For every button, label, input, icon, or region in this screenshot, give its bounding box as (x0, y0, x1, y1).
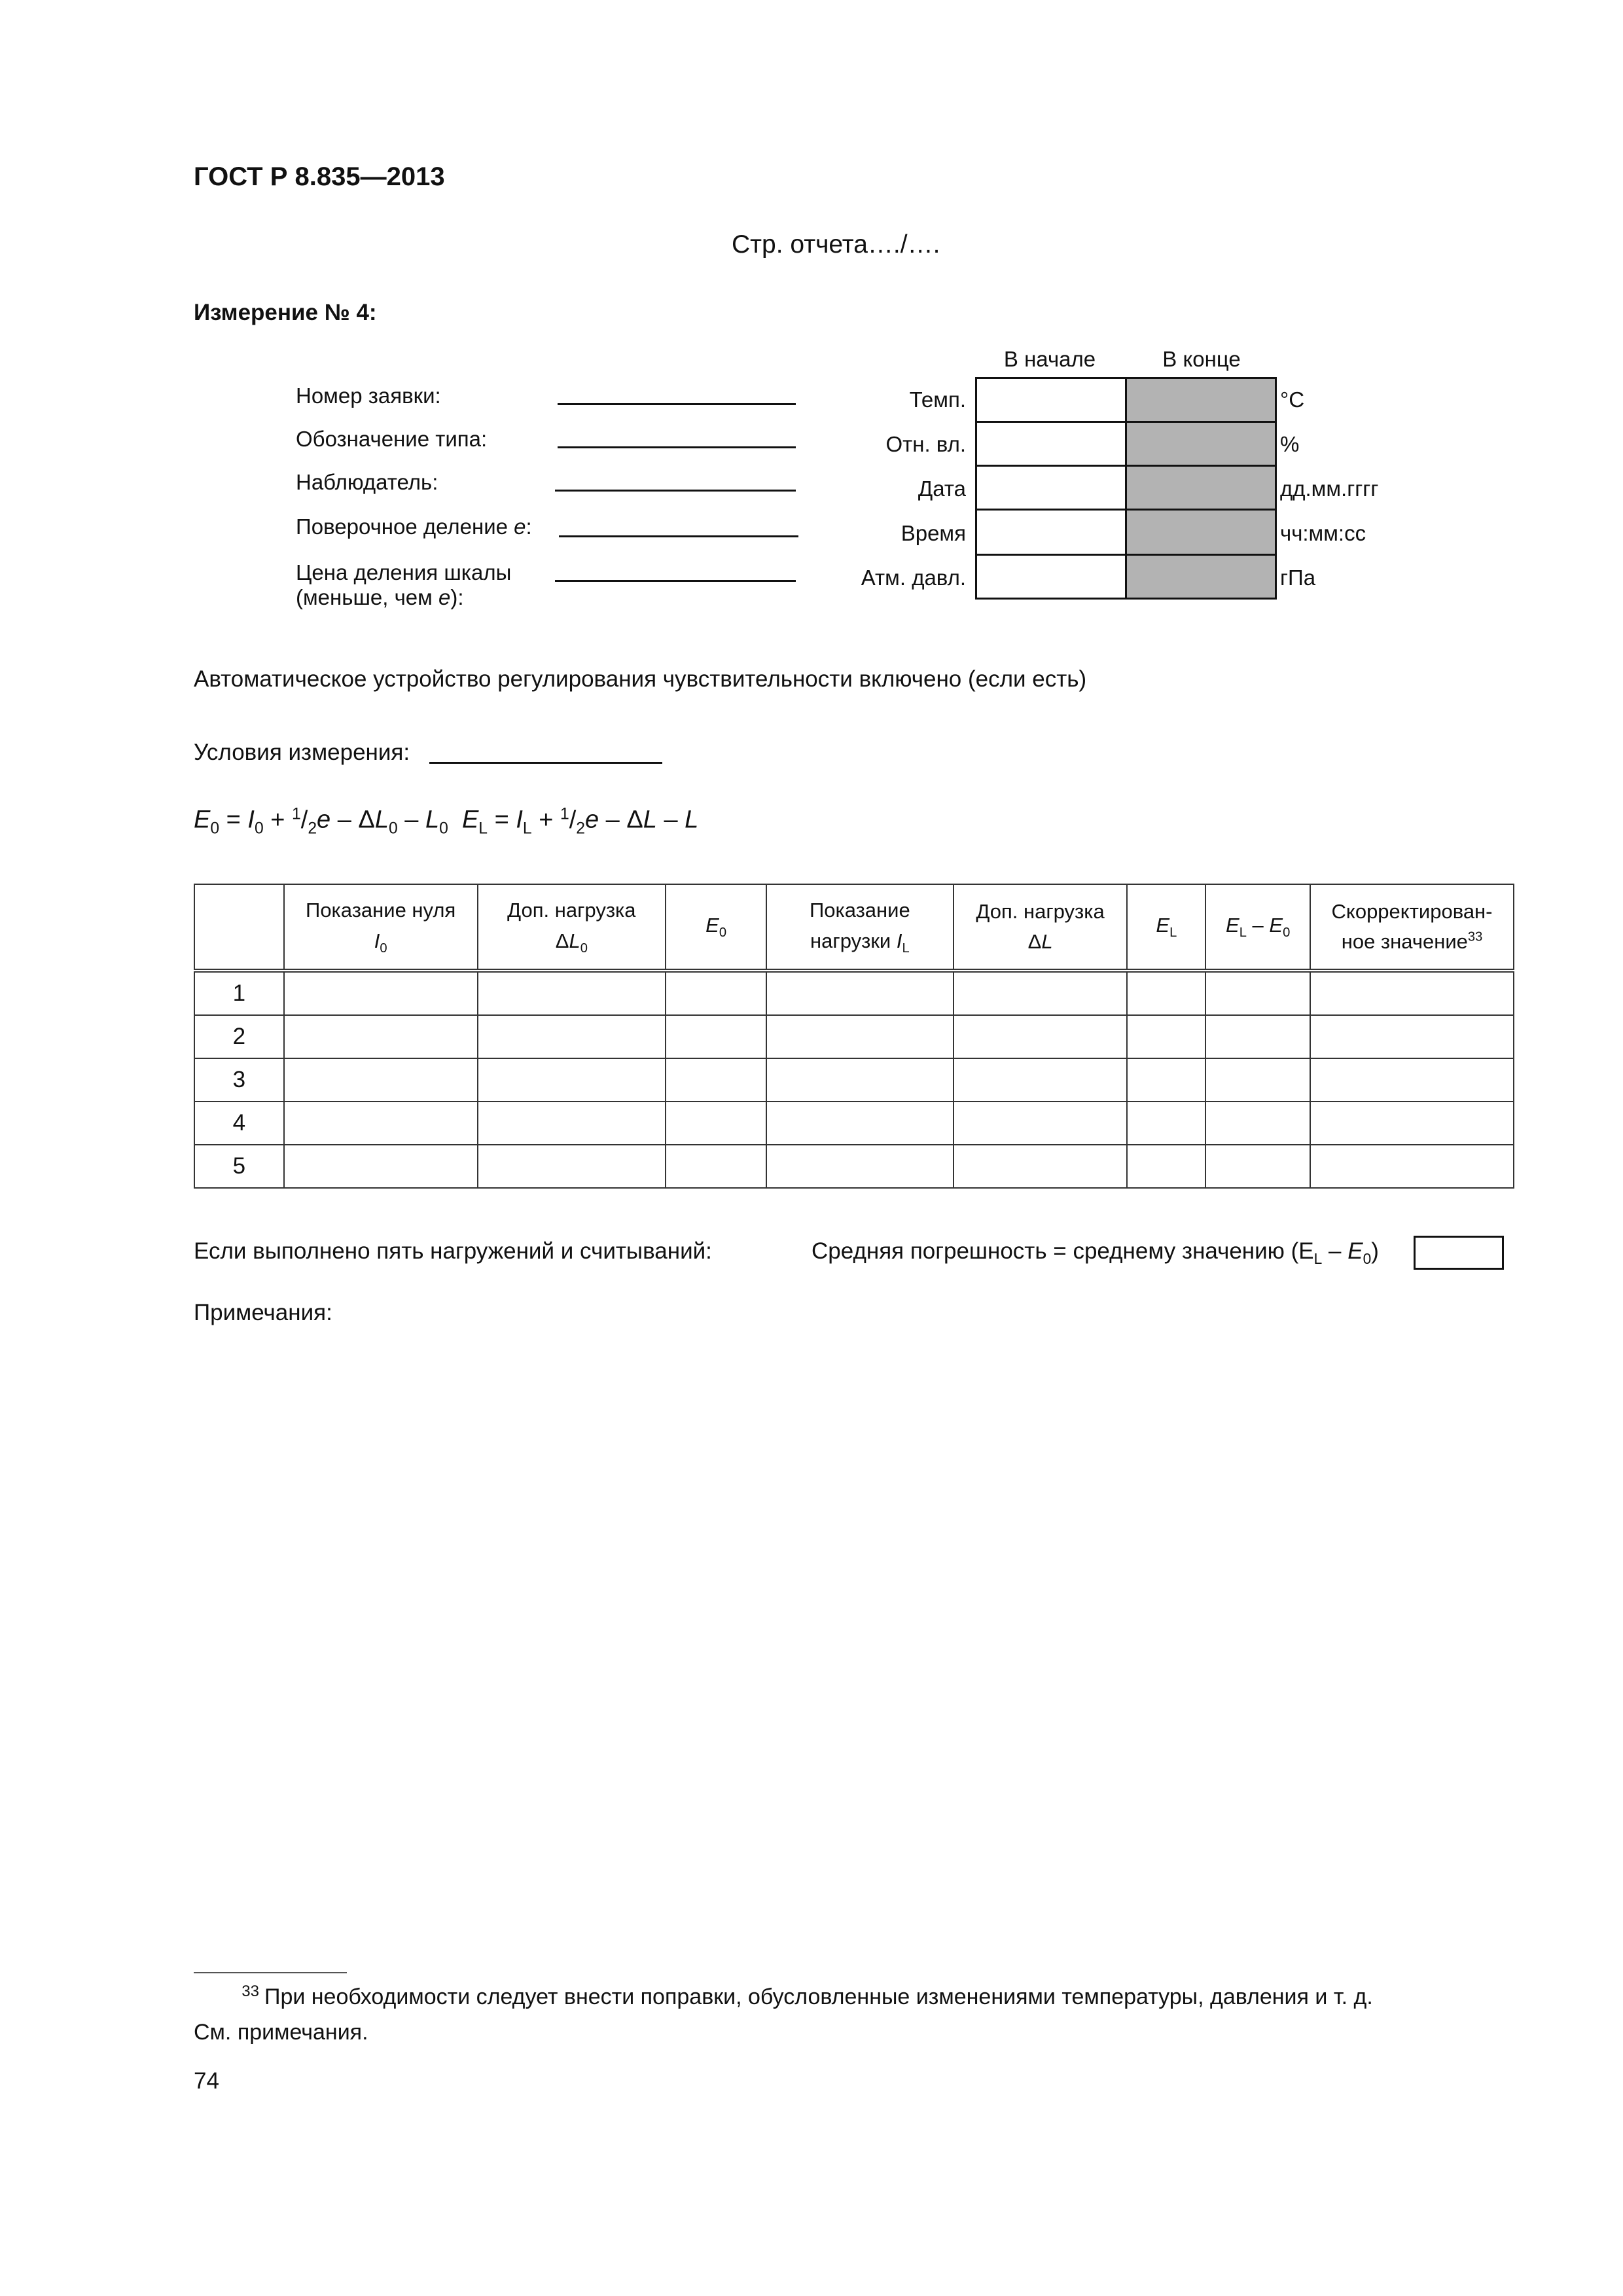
th-zero-reading: Показание нуля $I_0$ (284, 884, 478, 971)
cond-unit-date: дд.мм.гггг (1280, 476, 1379, 501)
table-cell[interactable] (766, 1058, 954, 1102)
cond-temp-end-box[interactable] (1125, 377, 1277, 423)
five-loadings-text: Если выполнено пять нагружений и считываний: (194, 1238, 712, 1264)
cond-date-start-box[interactable] (975, 465, 1127, 511)
table-cell[interactable] (478, 1145, 666, 1188)
table-cell[interactable] (954, 1145, 1128, 1188)
table-cell[interactable] (1205, 971, 1310, 1015)
table-cell[interactable] (284, 1102, 478, 1145)
measurement-table (194, 884, 1514, 1189)
page-number: 74 (194, 2068, 219, 2094)
cond-unit-humidity: % (1280, 432, 1300, 456)
table-cell[interactable] (1205, 1102, 1310, 1145)
table-row (194, 1015, 1514, 1058)
field-label-scale-division: Цена деления шкалы (296, 560, 512, 584)
table-cell[interactable] (1127, 971, 1205, 1015)
cond-label-humidity: Отн. вл. (885, 432, 966, 456)
col-header-start: В начале (1003, 347, 1096, 371)
table-row (194, 1058, 1514, 1102)
cond-unit-time: чч:мм:сс (1280, 521, 1366, 545)
th-number (194, 884, 284, 971)
row-number: 5 (194, 1145, 284, 1188)
table-cell[interactable] (478, 1015, 666, 1058)
table-cell[interactable] (478, 971, 666, 1015)
measure-conditions-line[interactable] (429, 762, 662, 764)
table-cell[interactable] (284, 971, 478, 1015)
field-line-scale-division[interactable] (555, 580, 796, 582)
table-cell[interactable] (284, 1015, 478, 1058)
field-label-type: Обозначение типа: (296, 427, 488, 451)
footnote-rule (194, 1972, 347, 1973)
th-extra-load: Доп. нагрузка ΔL (954, 884, 1128, 971)
field-label-scale-division-note: (меньше, чем e): (296, 585, 464, 609)
standard-number: ГОСТ Р 8.835—2013 (194, 162, 445, 191)
auto-device-text: Автоматическое устройство регулирования чувствительности включено (если есть) (194, 666, 1087, 692)
th-load-reading: Показание нагрузки $I_L$ (766, 884, 954, 971)
table-cell[interactable] (954, 1102, 1128, 1145)
cond-label-temp: Темп. (909, 387, 966, 412)
field-label-observer: Наблюдатель: (296, 470, 438, 494)
table-cell[interactable] (954, 1015, 1128, 1058)
formula: $E_0 = I_0 + ^1/_2e - \Delta L_0 - L_0$ $E_L = I_L + ^1/_2e - \Delta L - L$ (194, 805, 699, 838)
table-cell[interactable] (1310, 1102, 1514, 1145)
cond-label-pressure: Атм. давл. (861, 565, 966, 590)
notes-label: Примечания: (194, 1300, 332, 1325)
col-header-end: В конце (1162, 347, 1241, 371)
cond-temp-start-box[interactable] (975, 377, 1127, 423)
measure-conditions-label: Условия измерения: (194, 740, 410, 765)
cond-humidity-end-box[interactable] (1125, 421, 1277, 467)
table-cell[interactable] (1127, 1058, 1205, 1102)
table-cell[interactable] (1310, 1058, 1514, 1102)
table-cell[interactable] (766, 1145, 954, 1188)
cond-pressure-start-box[interactable] (975, 554, 1127, 600)
table-cell[interactable] (666, 971, 766, 1015)
th-e0: $E_0$ (666, 884, 766, 971)
th-extra-load-zero: Доп. нагрузка $\Delta L_0$ (478, 884, 666, 971)
footnote-text-2: См. примечания. (194, 2020, 368, 2045)
field-line-request-number[interactable] (558, 403, 796, 405)
table-cell[interactable] (666, 1058, 766, 1102)
cond-unit-pressure: гПа (1280, 565, 1316, 590)
row-number: 1 (194, 971, 284, 1015)
th-el: $E_L$ (1127, 884, 1205, 971)
field-label-verification-division: Поверочное деление e: (296, 514, 532, 539)
table-row (194, 1145, 1514, 1188)
table-row (194, 971, 1514, 1015)
cond-time-start-box[interactable] (975, 509, 1127, 556)
table-cell[interactable] (478, 1058, 666, 1102)
table-cell[interactable] (666, 1145, 766, 1188)
avg-error-box[interactable] (1414, 1236, 1504, 1270)
field-label-request-number: Номер заявки: (296, 384, 441, 408)
footnote-ref: 33 (241, 1982, 259, 2000)
cond-time-end-box[interactable] (1125, 509, 1277, 556)
cond-humidity-start-box[interactable] (975, 421, 1127, 467)
table-cell[interactable] (666, 1015, 766, 1058)
report-page: Стр. отчета…./…. (732, 230, 940, 259)
table-cell[interactable] (1310, 971, 1514, 1015)
table-row (194, 1102, 1514, 1145)
field-line-type[interactable] (558, 446, 796, 448)
footnote (194, 1979, 1516, 2051)
table-cell[interactable] (1205, 1145, 1310, 1188)
cond-label-date: Дата (918, 476, 966, 501)
field-line-observer[interactable] (555, 490, 796, 492)
cond-pressure-end-box[interactable] (1125, 554, 1277, 600)
th-el-minus-e0: $E_L - E_0$ (1205, 884, 1310, 971)
table-cell[interactable] (1127, 1145, 1205, 1188)
table-cell[interactable] (766, 971, 954, 1015)
table-cell[interactable] (1127, 1015, 1205, 1058)
row-number: 3 (194, 1058, 284, 1102)
table-cell[interactable] (954, 1058, 1128, 1102)
table-cell[interactable] (1205, 1015, 1310, 1058)
footnote-text: При необходимости следует внести поправки, обусловленные изменениями температуры, давления и т. д. (264, 1984, 1373, 2009)
table-cell[interactable] (1310, 1015, 1514, 1058)
row-number: 4 (194, 1102, 284, 1145)
th-corrected: Скорректирован- ное значение$^{33}$ (1310, 884, 1514, 971)
table-cell[interactable] (1127, 1102, 1205, 1145)
measurement-title: Измерение № 4: (194, 300, 377, 325)
table-cell[interactable] (766, 1102, 954, 1145)
table-cell[interactable] (1310, 1145, 1514, 1188)
table-cell[interactable] (284, 1058, 478, 1102)
table-cell[interactable] (284, 1145, 478, 1188)
table-cell[interactable] (1205, 1058, 1310, 1102)
cond-unit-temp: °C (1280, 387, 1305, 412)
row-number: 2 (194, 1015, 284, 1058)
cond-label-time: Время (901, 521, 966, 545)
table-cell[interactable] (478, 1102, 666, 1145)
table-cell[interactable] (666, 1102, 766, 1145)
table-cell[interactable] (954, 971, 1128, 1015)
cond-date-end-box[interactable] (1125, 465, 1277, 511)
avg-error-text: Средняя погрешность = среднему значению $(E_L - E_0)$ (812, 1238, 1379, 1267)
field-line-verification-division[interactable] (559, 535, 798, 537)
table-cell[interactable] (766, 1015, 954, 1058)
